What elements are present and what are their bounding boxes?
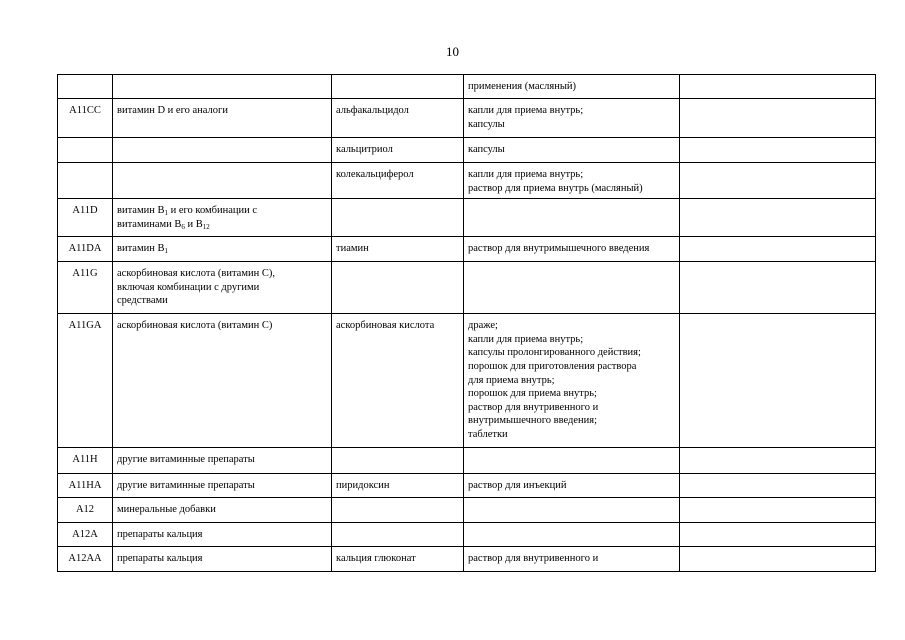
table-row xyxy=(58,237,876,262)
group-name-cell xyxy=(113,448,332,474)
dosage-form-line: капли для приема внутрь; xyxy=(468,333,584,345)
group-name-line: витаминами $B_6$ и $B_{12}$ xyxy=(117,218,210,231)
group-name-line: другие витаминные препараты xyxy=(117,454,255,466)
empty-cell xyxy=(680,448,876,474)
table-row xyxy=(58,474,876,498)
dosage-form-line: таблетки xyxy=(468,428,508,440)
substance-cell xyxy=(332,523,464,547)
dosage-form-cell xyxy=(464,99,680,138)
group-name-line: витамин D и его аналоги xyxy=(117,105,228,116)
atc-code-cell: A11DA xyxy=(58,237,113,262)
empty-cell xyxy=(680,199,876,237)
empty-cell xyxy=(680,547,876,572)
table-row xyxy=(58,262,876,314)
empty-cell xyxy=(680,163,876,199)
group-name-cell xyxy=(113,138,332,163)
group-name-cell xyxy=(113,547,332,572)
subscript: 1 xyxy=(164,209,168,218)
page-number: 10 xyxy=(446,44,459,59)
subscript: 6 xyxy=(181,222,185,231)
dosage-form-line: раствор для инъекций xyxy=(468,480,567,492)
substance-cell: кальция глюконат xyxy=(332,547,464,572)
group-name-cell xyxy=(113,199,332,237)
table-row xyxy=(58,138,876,163)
empty-cell xyxy=(680,314,876,448)
group-name-line: другие витаминные препараты xyxy=(117,480,255,492)
group-name-cell xyxy=(113,523,332,547)
dosage-form-cell xyxy=(464,199,680,237)
dosage-form-line: раствор для приема внутрь (масляный) xyxy=(468,182,643,194)
atc-code-cell: A12 xyxy=(58,498,113,523)
empty-cell xyxy=(680,262,876,314)
group-name-cell xyxy=(113,262,332,314)
table-row xyxy=(58,547,876,572)
group-name-line: препараты кальция xyxy=(117,553,203,565)
dosage-form-cell xyxy=(464,474,680,498)
atc-code-cell: A11G xyxy=(58,262,113,314)
group-name-cell xyxy=(113,498,332,523)
atc-code-cell: A11HA xyxy=(58,474,113,498)
atc-code-cell: A12AA xyxy=(58,547,113,572)
dosage-form-line: капли для приема внутрь; xyxy=(468,105,584,116)
group-name-line: средствами xyxy=(117,295,168,307)
group-name-cell xyxy=(113,163,332,199)
dosage-form-line: внутримышечного введения; xyxy=(468,415,598,427)
substance-cell: колекальциферол xyxy=(332,163,464,199)
dosage-form-line: капсулы пролонгированного действия; xyxy=(468,347,641,359)
empty-cell xyxy=(680,498,876,523)
dosage-form-line: капсулы xyxy=(468,144,505,155)
atc-code-cell: A11H xyxy=(58,448,113,474)
dosage-form-line: капсулы xyxy=(468,118,505,130)
dosage-form-cell xyxy=(464,237,680,262)
dosage-form-cell xyxy=(464,448,680,474)
dosage-form-cell xyxy=(464,163,680,199)
empty-cell xyxy=(680,474,876,498)
group-name-line: включая комбинации с другими xyxy=(117,281,260,293)
dosage-form-line: порошок для приема внутрь; xyxy=(468,388,597,400)
table-row xyxy=(58,448,876,474)
atc-code-cell xyxy=(58,163,113,199)
empty-cell xyxy=(680,237,876,262)
group-name-cell xyxy=(113,75,332,99)
dosage-form-line: для приема внутрь; xyxy=(468,374,555,386)
group-name-cell xyxy=(113,314,332,448)
substance-cell: альфакальцидол xyxy=(332,99,464,138)
atc-code-cell: A12A xyxy=(58,523,113,547)
group-name-line: витамин $B_1$ и его комбинации с xyxy=(117,205,258,218)
table-row xyxy=(58,99,876,138)
group-name-line: аскорбиновая кислота (витамин C), xyxy=(117,268,275,280)
dosage-form-line: раствор для внутримышечного введения xyxy=(468,243,650,255)
substance-cell xyxy=(332,199,464,237)
table-row xyxy=(58,523,876,547)
empty-cell xyxy=(680,99,876,138)
group-name-cell xyxy=(113,99,332,138)
dosage-form-line: порошок для приготовления раствора xyxy=(468,360,637,372)
dosage-form-cell xyxy=(464,138,680,163)
dosage-form-line: драже; xyxy=(468,320,498,332)
dosage-form-cell xyxy=(464,498,680,523)
atc-code-cell xyxy=(58,75,113,99)
empty-cell xyxy=(680,523,876,547)
atc-code-cell xyxy=(58,138,113,163)
substance-cell xyxy=(332,262,464,314)
group-name-cell xyxy=(113,237,332,262)
drug-table xyxy=(57,74,876,572)
group-name-line: аскорбиновая кислота (витамин C) xyxy=(117,320,273,332)
dosage-form-line: раствор для внутривенного и xyxy=(468,401,599,413)
group-name-line: препараты кальция xyxy=(117,529,203,541)
table-row xyxy=(58,314,876,448)
dosage-form-line: применения (масляный) xyxy=(468,81,577,92)
table-row xyxy=(58,75,876,99)
group-name-cell xyxy=(113,474,332,498)
group-name-line: минеральные добавки xyxy=(117,504,216,516)
substance-cell: пиридоксин xyxy=(332,474,464,498)
substance-cell xyxy=(332,75,464,99)
table-row xyxy=(58,199,876,237)
dosage-form-cell xyxy=(464,262,680,314)
substance-cell: аскорбиновая кислота xyxy=(332,314,464,448)
substance-cell: тиамин xyxy=(332,237,464,262)
dosage-form-line: капли для приема внутрь; xyxy=(468,169,584,180)
table-row xyxy=(58,163,876,199)
table-row xyxy=(58,498,876,523)
atc-code-cell: A11D xyxy=(58,199,113,237)
subscript: 12 xyxy=(202,222,210,231)
empty-cell xyxy=(680,138,876,163)
dosage-form-cell xyxy=(464,523,680,547)
group-name-line: витамин $B_1$ xyxy=(117,243,168,256)
dosage-form-cell xyxy=(464,75,680,99)
subscript: 1 xyxy=(164,247,168,256)
substance-cell xyxy=(332,448,464,474)
dosage-form-cell xyxy=(464,314,680,448)
empty-cell xyxy=(680,75,876,99)
dosage-form-cell xyxy=(464,547,680,572)
dosage-form-line: раствор для внутривенного и xyxy=(468,553,599,565)
substance-cell: кальцитриол xyxy=(332,138,464,163)
substance-cell xyxy=(332,498,464,523)
atc-code-cell: A11CC xyxy=(58,99,113,138)
atc-code-cell: A11GA xyxy=(58,314,113,448)
